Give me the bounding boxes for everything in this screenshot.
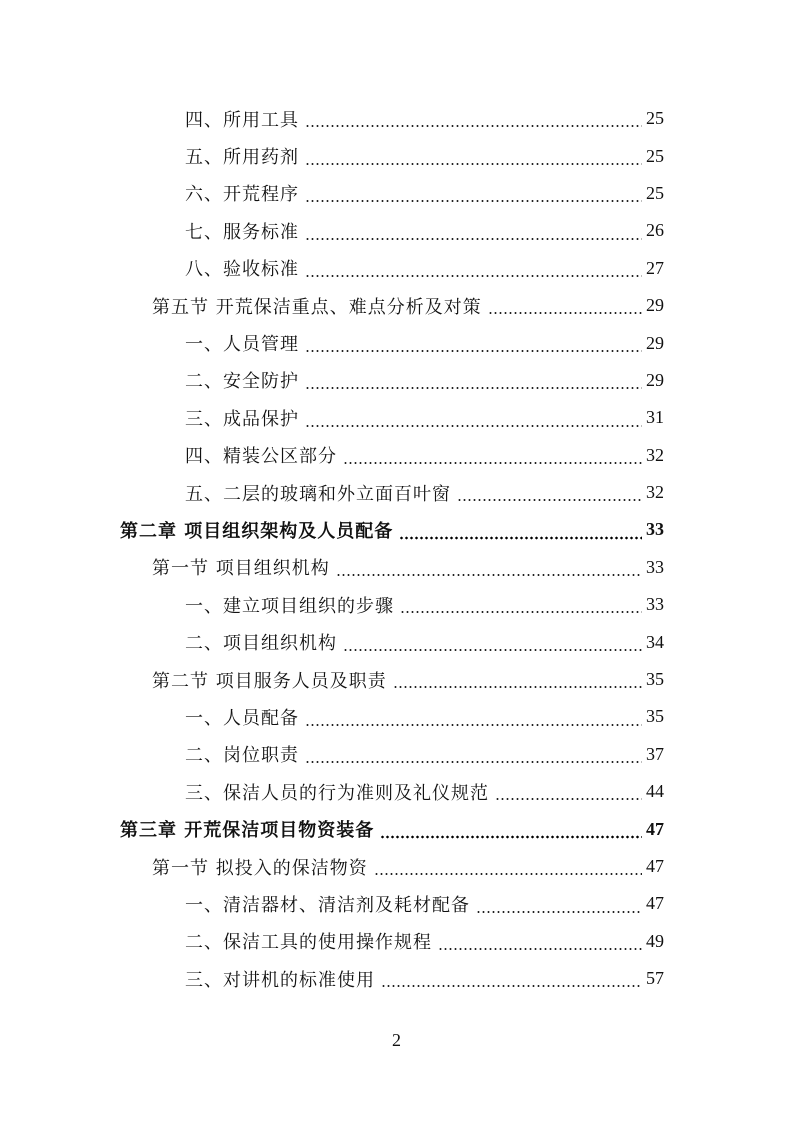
toc-entry-title: 四、精装公区部分 bbox=[185, 446, 337, 468]
toc-entry-title: 三、保洁人员的行为准则及礼仪规范 bbox=[185, 782, 489, 804]
toc-dot-leader bbox=[305, 227, 642, 241]
toc-entry-title: 一、人员配备 bbox=[185, 707, 299, 729]
toc-entry-title: 第一节 项目组织机构 bbox=[152, 558, 330, 580]
toc-dot-leader bbox=[399, 526, 642, 540]
toc-entry-page: 25 bbox=[646, 108, 664, 129]
page-number: 2 bbox=[392, 1030, 401, 1050]
toc-entry-title: 四、所用工具 bbox=[185, 109, 299, 131]
toc-entry-page: 49 bbox=[646, 930, 664, 951]
toc-dot-leader bbox=[305, 114, 642, 128]
toc-entry-page: 29 bbox=[646, 369, 664, 390]
toc-entry-page: 25 bbox=[646, 182, 664, 203]
toc-entry-title: 一、人员管理 bbox=[185, 334, 299, 356]
toc-entry-title: 六、开荒程序 bbox=[185, 184, 299, 206]
toc-entry-page: 47 bbox=[646, 856, 664, 876]
toc-entry-page: 47 bbox=[646, 893, 664, 914]
toc-dot-leader bbox=[305, 189, 642, 203]
toc-entry[interactable] bbox=[0, 960, 793, 997]
toc-entry-title: 五、二层的玻璃和外立面百叶窗 bbox=[185, 483, 451, 505]
toc-entry[interactable] bbox=[0, 212, 793, 249]
toc-entry[interactable] bbox=[0, 623, 793, 660]
toc-entry-title: 二、安全防护 bbox=[185, 371, 299, 393]
toc-entry-page: 47 bbox=[646, 818, 664, 839]
toc-entry[interactable] bbox=[0, 175, 793, 212]
toc-dot-leader bbox=[305, 339, 642, 353]
toc-dot-leader bbox=[476, 900, 642, 914]
table-of-contents bbox=[0, 100, 793, 997]
toc-entry-title: 二、岗位职责 bbox=[185, 745, 299, 767]
toc-entry-page: 31 bbox=[646, 407, 664, 428]
toc-entry-page: 33 bbox=[646, 556, 664, 577]
toc-dot-leader bbox=[457, 488, 642, 502]
toc-entry[interactable] bbox=[0, 586, 793, 623]
toc-chapter-entry[interactable] bbox=[0, 810, 793, 847]
toc-dot-leader bbox=[305, 414, 642, 428]
toc-entry[interactable] bbox=[0, 250, 793, 287]
toc-dot-leader bbox=[305, 376, 642, 390]
toc-section-entry[interactable] bbox=[0, 287, 793, 324]
toc-section-entry[interactable] bbox=[0, 661, 793, 698]
toc-entry[interactable] bbox=[0, 324, 793, 361]
toc-dot-leader bbox=[343, 638, 642, 652]
toc-entry-title: 五、所用药剂 bbox=[185, 147, 299, 169]
toc-entry-page: 29 bbox=[646, 332, 664, 353]
toc-entry-page: 29 bbox=[646, 295, 664, 316]
toc-entry-page: 44 bbox=[646, 781, 664, 802]
toc-dot-leader bbox=[381, 974, 642, 988]
toc-entry-title: 三、成品保护 bbox=[185, 408, 299, 430]
toc-dot-leader bbox=[380, 825, 642, 839]
toc-entry-title: 二、保洁工具的使用操作规程 bbox=[185, 932, 432, 954]
toc-entry[interactable] bbox=[0, 137, 793, 174]
toc-entry-page: 57 bbox=[646, 968, 664, 989]
toc-dot-leader bbox=[393, 675, 642, 689]
toc-entry-title: 第一节 拟投入的保洁物资 bbox=[152, 857, 368, 879]
toc-entry-page: 26 bbox=[646, 220, 664, 241]
toc-entry-page: 35 bbox=[646, 706, 664, 727]
toc-entry-title: 第五节 开荒保洁重点、难点分析及对策 bbox=[152, 296, 482, 318]
toc-section-entry[interactable] bbox=[0, 549, 793, 586]
toc-dot-leader bbox=[305, 750, 642, 764]
toc-entry-title: 第二章 项目组织架构及人员配备 bbox=[120, 520, 394, 542]
toc-dot-leader bbox=[400, 600, 642, 614]
toc-entry[interactable] bbox=[0, 885, 793, 922]
toc-dot-leader bbox=[495, 787, 642, 801]
toc-entry-page: 32 bbox=[646, 444, 664, 465]
toc-entry-title: 第二节 项目服务人员及职责 bbox=[152, 670, 387, 692]
toc-entry[interactable] bbox=[0, 923, 793, 960]
toc-entry-title: 八、验收标准 bbox=[185, 259, 299, 281]
toc-entry-page: 33 bbox=[646, 594, 664, 615]
toc-dot-leader bbox=[343, 451, 642, 465]
toc-entry[interactable] bbox=[0, 773, 793, 810]
toc-entry[interactable] bbox=[0, 698, 793, 735]
toc-entry-title: 二、项目组织机构 bbox=[185, 633, 337, 655]
toc-entry[interactable] bbox=[0, 362, 793, 399]
toc-entry-title: 一、清洁器材、清洁剂及耗材配备 bbox=[185, 894, 470, 916]
toc-entry[interactable] bbox=[0, 437, 793, 474]
toc-entry-page: 32 bbox=[646, 482, 664, 503]
toc-entry[interactable] bbox=[0, 399, 793, 436]
toc-entry-page: 35 bbox=[646, 669, 664, 690]
toc-entry-page: 27 bbox=[646, 257, 664, 278]
toc-dot-leader bbox=[374, 862, 642, 876]
toc-dot-leader bbox=[488, 301, 642, 315]
toc-entry-page: 33 bbox=[646, 519, 664, 540]
toc-entry-page: 34 bbox=[646, 631, 664, 652]
toc-dot-leader bbox=[305, 264, 642, 278]
toc-chapter-entry[interactable] bbox=[0, 511, 793, 548]
toc-entry-page: 37 bbox=[646, 743, 664, 764]
toc-entry[interactable] bbox=[0, 100, 793, 137]
toc-dot-leader bbox=[438, 937, 642, 951]
toc-entry-title: 三、对讲机的标准使用 bbox=[185, 969, 375, 991]
toc-entry-title: 七、服务标准 bbox=[185, 221, 299, 243]
toc-dot-leader bbox=[305, 152, 642, 166]
toc-entry-title: 第三章 开荒保洁项目物资装备 bbox=[120, 820, 375, 842]
toc-section-entry[interactable] bbox=[0, 848, 793, 885]
toc-dot-leader bbox=[305, 713, 642, 727]
toc-entry-title: 一、建立项目组织的步骤 bbox=[185, 595, 394, 617]
toc-dot-leader bbox=[336, 563, 642, 577]
toc-entry[interactable] bbox=[0, 736, 793, 773]
toc-entry-page: 25 bbox=[646, 145, 664, 166]
toc-entry[interactable] bbox=[0, 474, 793, 511]
